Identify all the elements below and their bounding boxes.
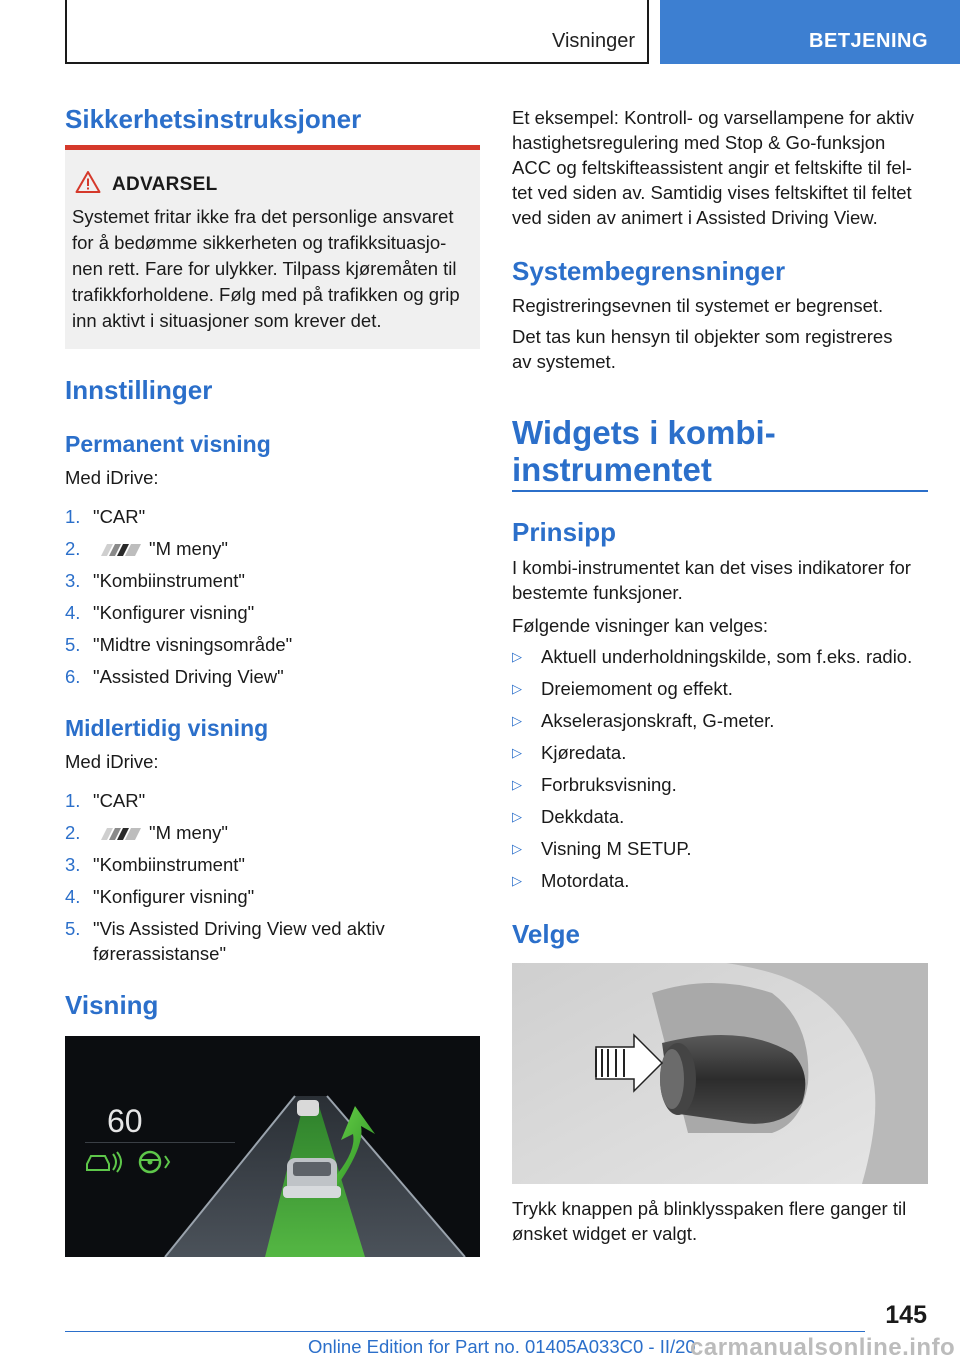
step-text: "Midtre visningsområde" bbox=[93, 634, 293, 655]
step-number: 1. bbox=[65, 506, 81, 527]
dashboard-illustration bbox=[65, 1036, 480, 1257]
step-number: 2. bbox=[65, 822, 81, 843]
header-chapter-label: BETJENING bbox=[809, 30, 928, 52]
limits-paragraph-1: Registreringsevnen til systemet er begrenset. bbox=[512, 295, 884, 316]
footer-rule bbox=[65, 1331, 865, 1332]
text-line: ved siden av animert i Assisted Driving View. bbox=[512, 207, 878, 228]
bullet-triangle-icon: ▷ bbox=[512, 809, 522, 824]
warning-line: for å bedømme sikkerheten og trafikksituasjo- bbox=[72, 232, 447, 253]
title-line: instrumentet bbox=[512, 451, 712, 488]
options-intro: Følgende visninger kan velges: bbox=[512, 615, 769, 636]
text-line: bestemte funksjoner. bbox=[512, 582, 683, 603]
step-number: 3. bbox=[65, 570, 81, 591]
list-item bbox=[65, 788, 145, 813]
text-line: ACC og feltskifteassistent angir et feltskifte til fel- bbox=[512, 157, 912, 178]
footer-watermark: carmanualsonline.info bbox=[690, 1334, 956, 1361]
text-line: av systemet. bbox=[512, 351, 616, 372]
list-item bbox=[65, 916, 385, 941]
temporary-intro: Med iDrive: bbox=[65, 751, 159, 772]
list-item bbox=[65, 632, 292, 657]
text-line: ønsket widget er valgt. bbox=[512, 1223, 698, 1244]
text-line: Et eksempel: Kontroll- og varsellampene for aktiv bbox=[512, 107, 915, 128]
warning-line: nen rett. Fare for ulykker. Tilpass kjøremåten til bbox=[72, 258, 457, 279]
step-number: 4. bbox=[65, 602, 81, 623]
list-item bbox=[512, 708, 774, 733]
page-number: 145 bbox=[885, 1301, 927, 1329]
list-item-continuation: førerassistanse" bbox=[93, 943, 227, 964]
principle-paragraph bbox=[512, 555, 911, 605]
step-text: "Vis Assisted Driving View ved aktiv bbox=[93, 918, 385, 939]
option-text: Aktuell underholdningskilde, som f.eks. radio. bbox=[541, 646, 913, 667]
text-line: Trykk knappen på blinklysspaken flere ganger til bbox=[512, 1198, 907, 1219]
step-text: "CAR" bbox=[93, 506, 146, 527]
bullet-triangle-icon: ▷ bbox=[512, 777, 522, 792]
text-line: tet ved siden av. Samtidig vises feltskiftet til feltet bbox=[512, 182, 912, 203]
step-text: "CAR" bbox=[93, 790, 146, 811]
stalk-illustration bbox=[512, 963, 928, 1184]
text-line: Det tas kun hensyn til objekter som registreres bbox=[512, 326, 893, 347]
warning-label: ADVARSEL bbox=[112, 174, 218, 195]
warning-triangle-icon bbox=[75, 170, 101, 194]
step-text: "Assisted Driving View" bbox=[93, 666, 284, 687]
step-text: "M meny" bbox=[149, 538, 228, 559]
option-text: Motordata. bbox=[541, 870, 630, 891]
bullet-triangle-icon: ▷ bbox=[512, 745, 522, 760]
settings-title: Innstillinger bbox=[65, 375, 213, 405]
step-number: 2. bbox=[65, 538, 81, 559]
list-item bbox=[65, 504, 145, 529]
example-paragraph bbox=[512, 105, 928, 230]
warning-text bbox=[72, 204, 474, 334]
warning-line: inn aktivt i situasjoner som krever det. bbox=[72, 310, 382, 331]
list-item bbox=[65, 884, 254, 909]
select-title: Velge bbox=[512, 919, 580, 949]
list-item bbox=[512, 772, 677, 797]
list-item bbox=[512, 868, 629, 893]
step-text: "Konfigurer visning" bbox=[93, 602, 255, 623]
turn-signal-stalk-image bbox=[512, 963, 928, 1184]
bullet-triangle-icon: ▷ bbox=[512, 649, 522, 664]
bullet-triangle-icon: ▷ bbox=[512, 681, 522, 696]
step-number: 5. bbox=[65, 918, 81, 939]
option-text: Visning M SETUP. bbox=[541, 838, 692, 859]
list-item bbox=[512, 836, 691, 861]
header-section-title: Visninger bbox=[551, 30, 635, 52]
m-logo-icon bbox=[97, 828, 141, 840]
list-item bbox=[65, 664, 284, 689]
assisted-driving-view-image bbox=[65, 1036, 480, 1257]
option-text: Dekkdata. bbox=[541, 806, 625, 827]
m-logo-icon bbox=[97, 544, 141, 556]
bullet-triangle-icon: ▷ bbox=[512, 873, 522, 888]
option-text: Kjøredata. bbox=[541, 742, 627, 763]
permanent-title: Permanent visning bbox=[65, 431, 271, 457]
permanent-intro: Med iDrive: bbox=[65, 467, 159, 488]
step-number: 6. bbox=[65, 666, 81, 687]
step-number: 4. bbox=[65, 886, 81, 907]
list-item bbox=[65, 852, 245, 877]
display-title: Visning bbox=[65, 990, 159, 1020]
list-item bbox=[512, 804, 624, 829]
text-line: hastighetsregulering med Stop & Go-funksjon bbox=[512, 132, 886, 153]
safety-title: Sikkerhetsinstruksjoner bbox=[65, 104, 362, 134]
footer-edition: Online Edition for Part no. 01405A033C0 - II/20 bbox=[308, 1336, 696, 1357]
option-text: Akselerasjonskraft, G-meter. bbox=[541, 710, 775, 731]
temporary-title: Midlertidig visning bbox=[65, 715, 269, 741]
list-item bbox=[65, 820, 228, 845]
bullet-triangle-icon: ▷ bbox=[512, 713, 522, 728]
limits-paragraph-2 bbox=[512, 324, 892, 374]
section-rule bbox=[512, 490, 928, 492]
option-text: Forbruksvisning. bbox=[541, 774, 677, 795]
header-section-box bbox=[65, 0, 649, 64]
list-item bbox=[65, 536, 228, 561]
option-text: Dreiemoment og effekt. bbox=[541, 678, 733, 699]
step-text: "M meny" bbox=[149, 822, 228, 843]
bullet-triangle-icon: ▷ bbox=[512, 841, 522, 856]
warning-box bbox=[65, 150, 480, 349]
list-item bbox=[65, 600, 254, 625]
header-chapter-tab[interactable] bbox=[660, 0, 960, 64]
text-line: I kombi-instrumentet kan det vises indikatorer for bbox=[512, 557, 911, 578]
step-number: 5. bbox=[65, 634, 81, 655]
select-paragraph bbox=[512, 1196, 906, 1246]
list-item bbox=[512, 676, 733, 701]
widgets-title bbox=[512, 414, 776, 488]
list-item bbox=[512, 740, 626, 765]
list-item bbox=[512, 644, 912, 669]
dash-speed: 60 bbox=[107, 1103, 143, 1139]
step-text: "Konfigurer visning" bbox=[93, 886, 255, 907]
step-number: 3. bbox=[65, 854, 81, 875]
warning-line: Systemet fritar ikke fra det personlige ansvaret bbox=[72, 206, 454, 227]
principle-title: Prinsipp bbox=[512, 517, 617, 547]
list-item bbox=[65, 568, 245, 593]
warning-line: trafikkforholdene. Følg med på trafikken og grip bbox=[72, 284, 460, 305]
limits-title: Systembegrensninger bbox=[512, 256, 786, 286]
step-number: 1. bbox=[65, 790, 81, 811]
title-line: Widgets i kombi- bbox=[512, 414, 776, 451]
step-text: "Kombiinstrument" bbox=[93, 854, 245, 875]
step-text: "Kombiinstrument" bbox=[93, 570, 245, 591]
